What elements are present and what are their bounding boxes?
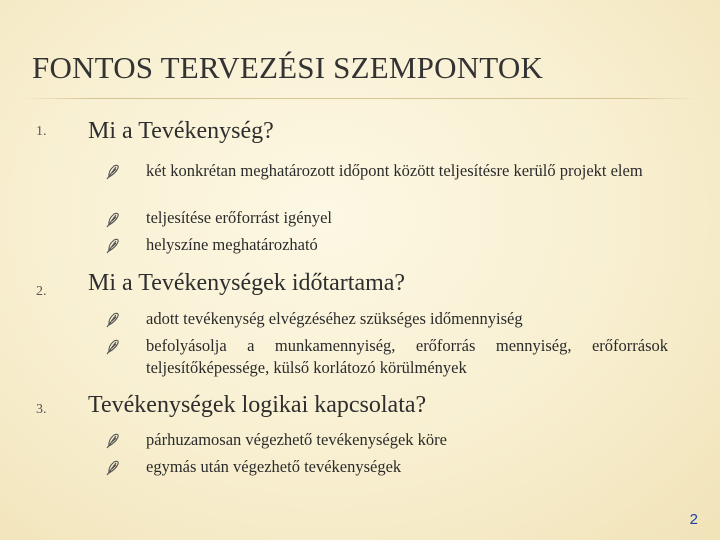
- item-number: 1.: [36, 124, 47, 139]
- sub-item-text: párhuzamosan végezhető tevékenységek köre: [146, 430, 447, 449]
- item-heading: Mi a Tevékenységek időtartama?: [88, 270, 406, 296]
- slide-title: FONTOS TERVEZÉSI SZEMPONTOK: [32, 50, 544, 85]
- feather-quill-icon: [106, 433, 120, 449]
- feather-quill-icon: [106, 238, 120, 254]
- sub-item-text: teljesítése erőforrást igényel: [146, 208, 333, 227]
- sub-item-text: két konkrétan meghatározott időpont között teljesítésre kerülő projekt elem: [146, 161, 643, 180]
- feather-quill-icon: [106, 339, 120, 355]
- item-heading: Mi a Tevékenység?: [88, 118, 274, 144]
- feather-quill-icon: [106, 312, 120, 328]
- sub-item-text: egymás után végezhető tevékenységek: [146, 457, 402, 476]
- feather-quill-icon: [106, 460, 120, 476]
- page-number: 2: [689, 511, 698, 528]
- title-divider: [22, 98, 698, 99]
- item-heading: Tevékenységek logikai kapcsolata?: [88, 392, 427, 418]
- sub-item-text: befolyásolja a munkamennyiség, erőforrás mennyiség, erőforrások teljesítőképessége, külső korlátozó körülmények: [146, 336, 668, 377]
- sub-item-text: adott tevékenység elvégzéséhez szükséges időmennyiség: [146, 309, 523, 328]
- feather-quill-icon: [106, 164, 120, 180]
- item-number: 3.: [36, 402, 47, 417]
- feather-quill-icon: [106, 212, 120, 228]
- sub-item-text: helyszíne meghatározható: [146, 235, 318, 254]
- item-number: 2.: [36, 284, 47, 299]
